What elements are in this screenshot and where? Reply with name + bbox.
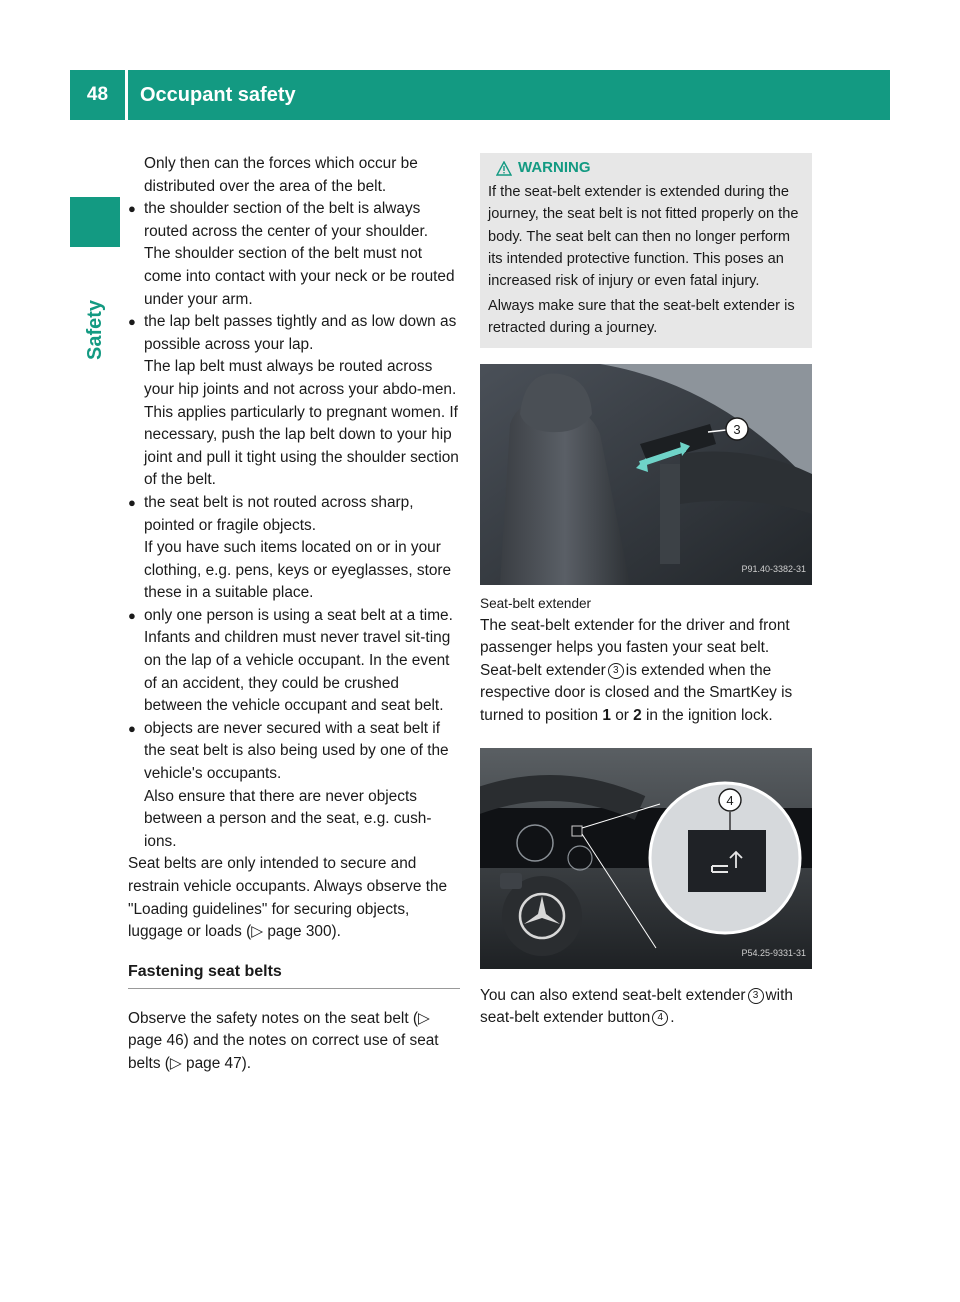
position-number: 1: [602, 707, 611, 724]
side-tab-block: [70, 197, 120, 247]
warning-box: [480, 153, 812, 348]
position-number: 2: [633, 707, 642, 724]
figure-code: P54.25-9331-31: [741, 948, 806, 958]
figure-caption: Seat-belt extender: [480, 595, 592, 611]
steering-wheel-illustration: [480, 748, 812, 969]
side-section-label: Safety: [83, 299, 106, 361]
warning-title: WARNING: [518, 159, 591, 176]
text-span: You can also extend seat-belt extender: [480, 986, 746, 1004]
extender-button-figure: [480, 748, 812, 969]
callout-number: 4: [726, 792, 734, 808]
bullet-subtext: The lap belt must always be routed across your hip joints and not across your abdo-men. This applies particularly to pregnant women. If necessary, push the lap belt down to your hip joint and pull it tight using the shoulder section of the belt.: [144, 358, 459, 489]
callout-number: 3: [748, 988, 764, 1004]
header-divider: [125, 70, 128, 120]
intro-continuation: Only then can the forces which occur be distributed over the area of the belt.: [144, 155, 418, 195]
seat-illustration: [480, 364, 812, 585]
list-item: [128, 718, 460, 854]
bullet-icon: ●: [128, 720, 136, 736]
callout-number: 4: [652, 1010, 668, 1026]
bullet-text: only one person is using a seat belt at a time.: [144, 606, 453, 624]
warning-paragraph: Always make sure that the seat-belt extender is retracted during a journey.: [488, 298, 795, 337]
callout-number: 3: [733, 421, 741, 437]
chapter-title: Occupant safety: [140, 83, 296, 106]
text-span: Seat-belt extender: [480, 661, 606, 679]
text-span: or: [615, 707, 629, 724]
text-span: is extended when the respective door is closed and the SmartKey is turned to position: [480, 661, 793, 724]
text-span: with seat-belt extender button: [480, 986, 793, 1027]
bullet-text: the seat belt is not routed across sharp, pointed or fragile objects.: [144, 493, 414, 534]
page-number: 48: [86, 84, 109, 105]
body-paragraph: The seat-belt extender for the driver and front passenger helps you fasten your seat belt.: [480, 616, 790, 657]
list-item: [128, 198, 460, 311]
bullet-icon: ●: [128, 201, 136, 217]
body-paragraph: [480, 985, 812, 1030]
bullet-icon: ●: [128, 607, 136, 623]
left-column: [128, 153, 460, 1076]
bullet-subtext: Also ensure that there are never objects between a person and the seat, e.g. cush-ions.: [144, 787, 432, 850]
bullet-subtext: Infants and children must never travel sit-ting on the lap of a vehicle occupant. In the event of an accident, they could be crushed between the vehicle occupant and seat belt.: [144, 629, 451, 715]
warning-header: [488, 157, 804, 179]
figure-code: P91.40-3382-31: [741, 564, 806, 575]
bullet-text: the shoulder section of the belt is always routed across the center of your shoulder.: [144, 200, 429, 240]
callout-number: 3: [608, 663, 624, 679]
section-heading: Fastening seat belts: [128, 959, 460, 989]
list-item: [128, 492, 460, 605]
bullet-icon: ●: [128, 494, 136, 510]
list-item: [128, 605, 460, 718]
warning-paragraph: If the seat-belt extender is extended during the journey, the seat belt is not fitted properly on the body. The seat belt can then no longer perform its intended protective function. This poses an increased risk of injury or even fatal injury.: [488, 184, 799, 290]
right-column: [480, 153, 812, 1030]
bullet-icon: ●: [128, 314, 136, 330]
seat-belt-extender-figure: [480, 364, 812, 585]
body-paragraph: [480, 660, 812, 728]
bullet-subtext: The shoulder section of the belt must not come into contact with your neck or be routed under your arm.: [144, 245, 455, 308]
closing-paragraph: Seat belts are only intended to secure and restrain vehicle occupants. Always observe the "Loading guidelines" for securing objects, luggage or loads (▷ page 300).: [128, 855, 448, 941]
warning-triangle-icon: [496, 161, 512, 176]
bullet-subtext: If you have such items located on or in your clothing, e.g. pens, keys or eyeglasses, store these in a suitable place.: [144, 539, 452, 602]
text-span: in the ignition lock.: [646, 707, 773, 724]
fastening-body: Observe the safety notes on the seat belt (▷ page 46) and the notes on correct use of seat belts (▷ page 47).: [128, 1009, 439, 1072]
bullet-text: objects are never secured with a seat belt if the seat belt is also being used by one of the vehicle's occupants.: [144, 719, 449, 783]
text-span: .: [670, 1009, 675, 1027]
bullet-text: the lap belt passes tightly and as low down as possible across your lap.: [144, 313, 457, 353]
list-item: [128, 311, 460, 492]
